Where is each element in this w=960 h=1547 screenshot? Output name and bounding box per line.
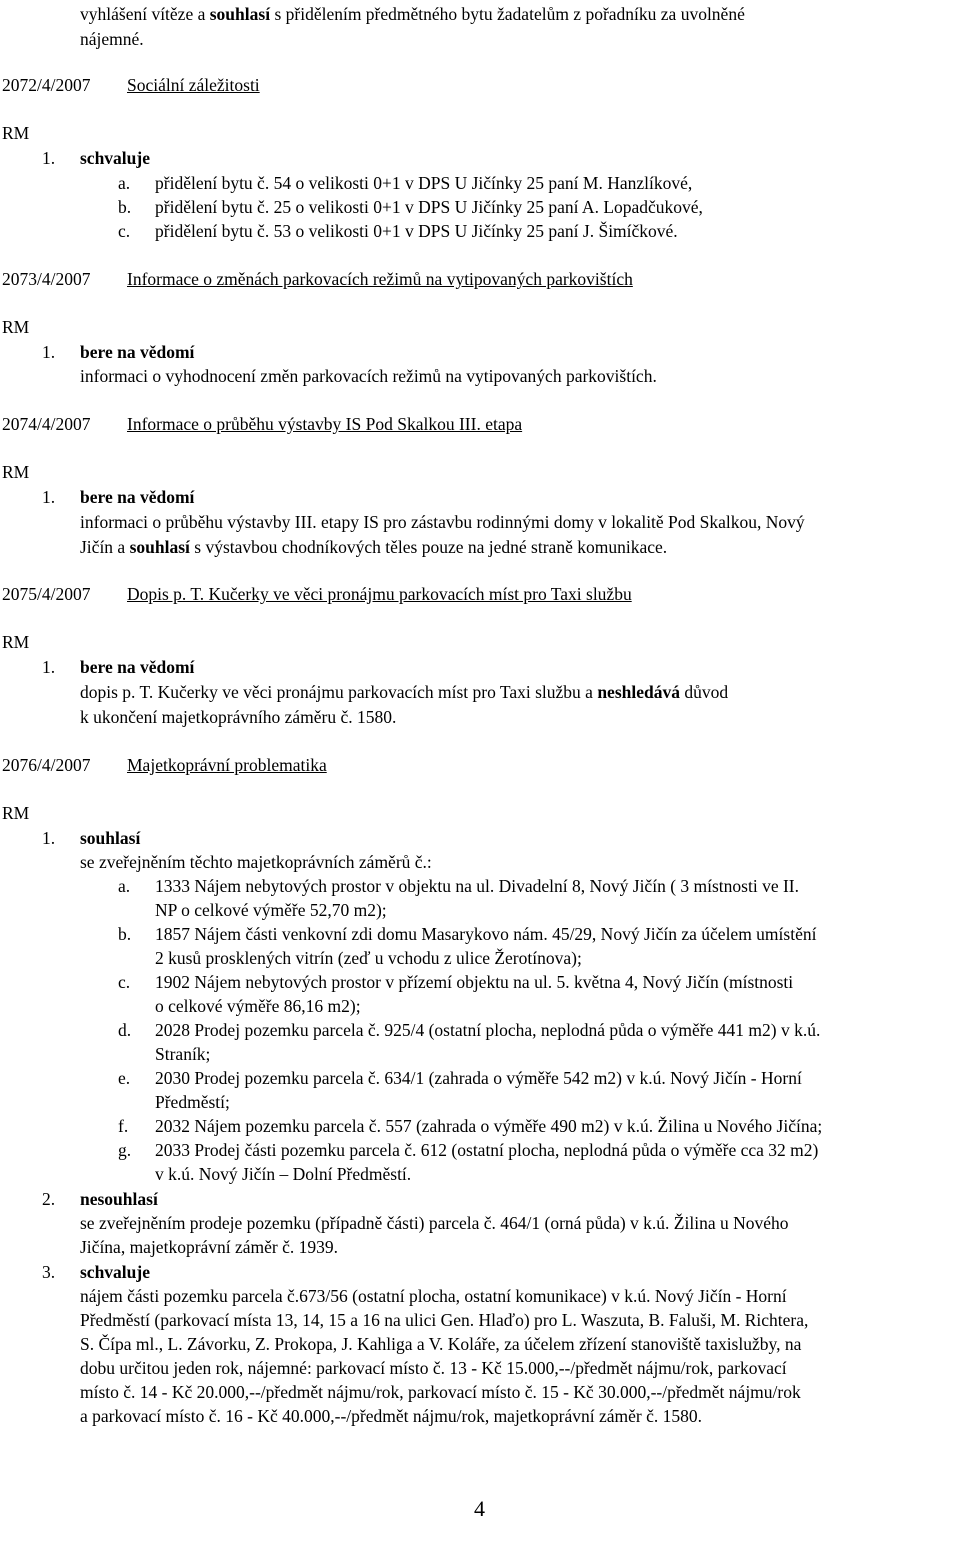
subitem-text: o celkové výměře 86,16 m2);	[155, 996, 361, 1016]
item-number: 2.	[42, 1189, 56, 1209]
item-text: dopis p. T. Kučerky ve věci pronájmu parkovacích míst pro Taxi službu a neshledává důvod	[80, 682, 729, 702]
item-verb: bere na vědomí	[80, 657, 195, 677]
subitem-text: 2030 Prodej pozemku parcela č. 634/1 (zahrada o výměře 542 m2) v k.ú. Nový Jičín - Horní	[155, 1068, 802, 1088]
resolution-title: Informace o změnách parkovacích režimů na vytipovaných parkovištích	[127, 269, 633, 289]
subitem-letter: a.	[118, 876, 131, 896]
subitem-letter: a.	[118, 173, 131, 193]
subitem-text: 2028 Prodej pozemku parcela č. 925/4 (ostatní plocha, neplodná půda o výměře 441 m2) v k.ú.	[155, 1020, 821, 1040]
subitem-text: 1857 Nájem části venkovní zdi domu Masarykovo nám. 45/29, Nový Jičín za účelem umístění	[155, 924, 817, 944]
subitem-letter: b.	[118, 924, 132, 944]
rm-label: RM	[2, 123, 30, 143]
item-number: 3.	[42, 1262, 56, 1282]
subitem-text: přidělení bytu č. 25 o velikosti 0+1 v DPS U Jičínky 25 paní A. Lopadčukové,	[155, 197, 703, 217]
subitem-letter: g.	[118, 1140, 132, 1160]
item-text: informaci o vyhodnocení změn parkovacích režimů na vytipovaných parkovištích.	[80, 366, 657, 386]
item-text: a parkovací místo č. 16 - Kč 40.000,--/předmět nájmu/rok, majetkoprávní záměr č. 1580.	[80, 1406, 703, 1426]
item-text: k ukončení majetkoprávního záměru č. 1580.	[80, 707, 397, 727]
item-text: Předměstí (parkovací místa 13, 14, 15 a 16 na ulici Gen. Hlaďo) pro L. Waszuta, B. Faluši, M. Richtera,	[80, 1310, 809, 1330]
item-verb: bere na vědomí	[80, 487, 195, 507]
subitem-text: NP o celkové výměře 52,70 m2);	[155, 900, 387, 920]
intro-line-2: nájemné.	[80, 29, 144, 49]
item-text: se zveřejněním těchto majetkoprávních záměrů č.:	[80, 852, 432, 872]
subitem-text: 2033 Prodej části pozemku parcela č. 612 (ostatní plocha, neplodná půda o výměře cca 32 m2)	[155, 1140, 819, 1160]
resolution-title: Informace o průběhu výstavby IS Pod Skalkou III. etapa	[127, 414, 523, 434]
item-verb: bere na vědomí	[80, 342, 195, 362]
subitem-letter: b.	[118, 197, 132, 217]
resolution-number: 2072/4/2007	[2, 75, 91, 95]
subitem-text: 2 kusů prosklených vitrín (zeď u vchodu z ulice Žerotínova);	[155, 948, 582, 968]
item-verb: schvaluje	[80, 148, 150, 168]
page-number: 4	[474, 1496, 485, 1521]
resolution-number: 2076/4/2007	[2, 755, 91, 775]
item-text: Jičín a souhlasí s výstavbou chodníkových těles pouze na jedné straně komunikace.	[80, 537, 668, 557]
subitem-text: Předměstí;	[155, 1092, 230, 1112]
rm-label: RM	[2, 632, 30, 652]
item-text: se zveřejněním prodeje pozemku (případně části) parcela č. 464/1 (orná půda) v k.ú. Žilina u Nového	[80, 1213, 789, 1233]
item-number: 1.	[42, 657, 56, 677]
item-number: 1.	[42, 487, 56, 507]
item-text: Jičína, majetkoprávní záměr č. 1939.	[80, 1237, 339, 1257]
subitem-letter: e.	[118, 1068, 131, 1088]
item-number: 1.	[42, 148, 56, 168]
subitem-letter: c.	[118, 221, 131, 241]
subitem-letter: c.	[118, 972, 131, 992]
subitem-text: v k.ú. Nový Jičín – Dolní Předměstí.	[155, 1164, 412, 1184]
item-verb: nesouhlasí	[80, 1189, 158, 1209]
subitem-text: 1902 Nájem nebytových prostor v přízemí objektu na ul. 5. května 4, Nový Jičín (místnosti	[155, 972, 794, 992]
intro-line-1: vyhlášení vítěze a souhlasí s přidělením předmětného bytu žadatelům z pořadníku za uvolněné	[80, 4, 745, 24]
subitem-letter: d.	[118, 1020, 132, 1040]
item-number: 1.	[42, 342, 56, 362]
item-text: dobu určitou jeden rok, nájemné: parkovací místo č. 13 - Kč 15.000,--/předmět nájmu/rok, parkovací	[80, 1358, 787, 1378]
rm-label: RM	[2, 317, 30, 337]
item-verb: souhlasí	[80, 828, 141, 848]
subitem-text: 1333 Nájem nebytových prostor v objektu na ul. Divadelní 8, Nový Jičín ( 3 místnosti ve II.	[155, 876, 799, 896]
subitem-text: přidělení bytu č. 53 o velikosti 0+1 v DPS U Jičínky 25 paní J. Šimíčkové.	[155, 221, 678, 241]
resolution-title: Majetkoprávní problematika	[127, 755, 327, 775]
item-text: místo č. 14 - Kč 20.000,--/předmět nájmu/rok, parkovací místo č. 15 - Kč 30.000,--/předmět nájmu/rok	[80, 1382, 801, 1402]
item-text: S. Čípa ml., L. Závorku, Z. Prokopa, J. Kahliga a V. Koláře, za účelem zřízení stanoviště taxislužby, na	[80, 1334, 802, 1354]
rm-label: RM	[2, 462, 30, 482]
rm-label: RM	[2, 803, 30, 823]
item-verb: schvaluje	[80, 1262, 150, 1282]
item-text: nájem části pozemku parcela č.673/56 (ostatní plocha, ostatní komunikace) v k.ú. Nový Jičín - Horní	[80, 1286, 787, 1306]
resolution-number: 2073/4/2007	[2, 269, 91, 289]
subitem-text: Straník;	[155, 1044, 211, 1064]
resolution-title: Sociální záležitosti	[127, 75, 260, 95]
resolution-title: Dopis p. T. Kučerky ve věci pronájmu parkovacích míst pro Taxi službu	[127, 584, 632, 604]
subitem-text: 2032 Nájem pozemku parcela č. 557 (zahrada o výměře 490 m2) v k.ú. Žilina u Nového Jičína;	[155, 1116, 823, 1136]
subitem-letter: f.	[118, 1116, 129, 1136]
resolution-number: 2075/4/2007	[2, 584, 91, 604]
item-number: 1.	[42, 828, 56, 848]
resolution-number: 2074/4/2007	[2, 414, 91, 434]
subitem-text: přidělení bytu č. 54 o velikosti 0+1 v DPS U Jičínky 25 paní M. Hanzlíkové,	[155, 173, 693, 193]
item-text: informaci o průběhu výstavby III. etapy IS pro zástavbu rodinnými domy v lokalitě Pod Skalkou, Nový	[80, 512, 805, 532]
